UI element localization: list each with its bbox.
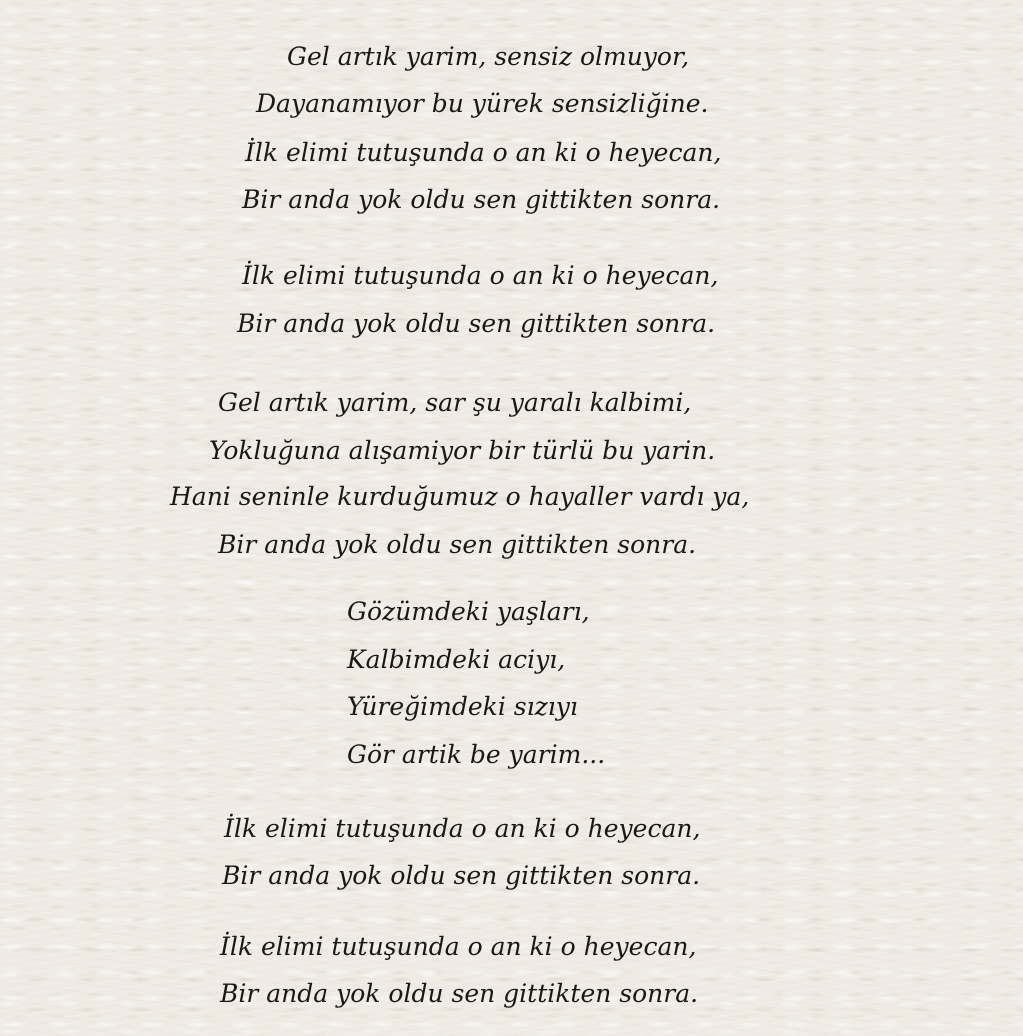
poem-line: İlk elimi tutuşunda o an ki o heyecan, (242, 261, 719, 290)
poem-line: Yüreğimdeki sızıyı (347, 692, 578, 721)
poem-line: İlk elimi tutuşunda o an ki o heyecan, (220, 932, 697, 961)
poem-line: Dayanamıyor bu yürek sensizliğine. (256, 89, 709, 118)
poem-line: Bir anda yok oldu sen gittikten sonra. (218, 530, 697, 559)
poem-line: Bir anda yok oldu sen gittikten sonra. (220, 979, 699, 1008)
poem-line: Hani seninle kurduğumuz o hayaller vardı ya, (170, 482, 750, 511)
poem-line: Bir anda yok oldu sen gittikten sonra. (237, 309, 716, 338)
poem-line: Gör artik be yarim... (347, 740, 606, 769)
poem-line: Gözümdeki yaşları, (347, 597, 590, 626)
poem-line: Yokluğuna alışamiyor bir türlü bu yarin. (209, 436, 716, 465)
poem-line: Kalbimdeki aciyı, (347, 645, 566, 674)
poem-line: İlk elimi tutuşunda o an ki o heyecan, (245, 138, 722, 167)
poem-line: Gel artık yarim, sensiz olmuyor, (287, 42, 690, 71)
poem-line: İlk elimi tutuşunda o an ki o heyecan, (224, 814, 701, 843)
poem-line: Bir anda yok oldu sen gittikten sonra. (222, 861, 701, 890)
poem-line: Bir anda yok oldu sen gittikten sonra. (242, 185, 721, 214)
poem-line: Gel artık yarim, sar şu yaralı kalbimi, (218, 388, 692, 417)
